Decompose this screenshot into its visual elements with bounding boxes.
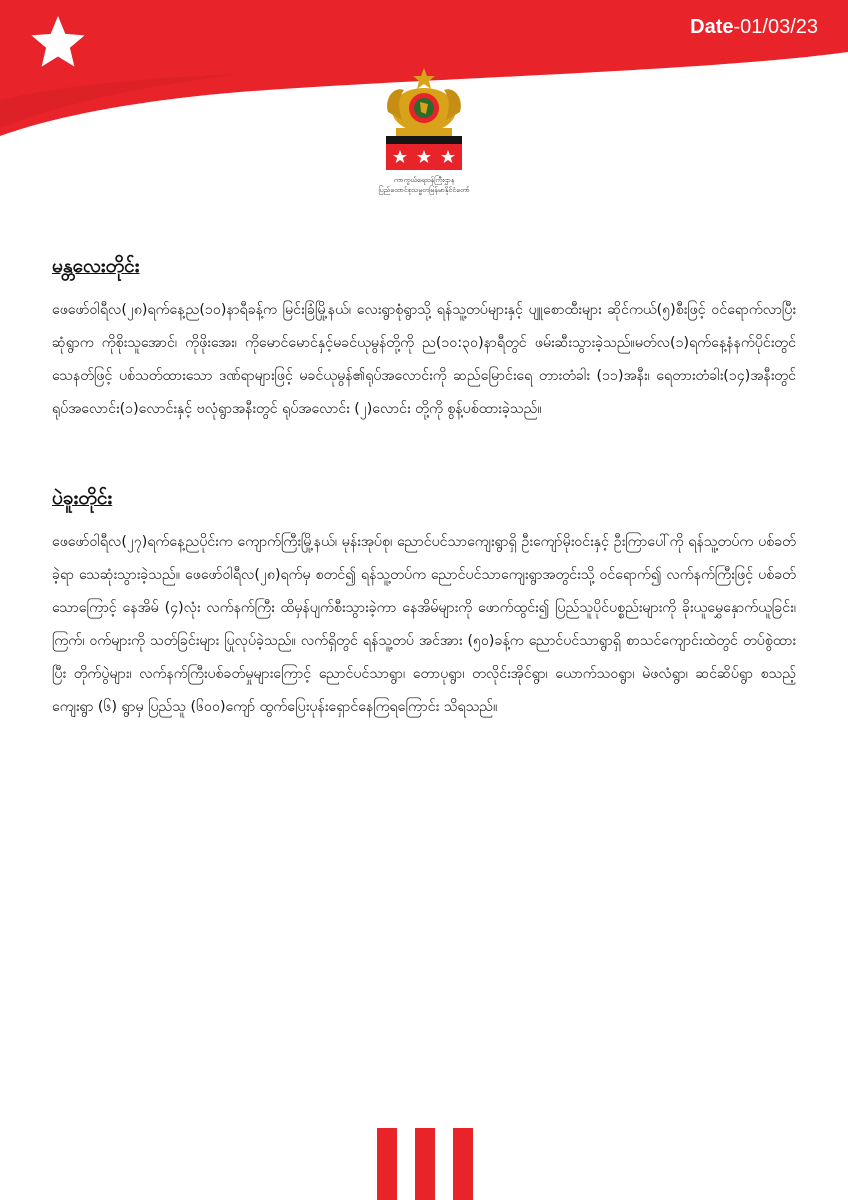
footer-bars-icon	[377, 1128, 473, 1200]
emblem-caption-bottom: ပြည်ထောင်စုသမ္မတမြန်မာနိုင်ငံတော်	[378, 186, 470, 194]
section-heading: မန္တလေးတိုင်း	[52, 255, 140, 277]
emblem-caption-top: ကာကွယ်ရေးဝန်ကြီးဌာန	[393, 176, 455, 184]
section-mandalay	[52, 252, 796, 426]
date-stamp	[690, 16, 818, 39]
section-paragraph: ဖေဖော်ဝါရီလ(၂၇)ရက်နေ့ညပိုင်းက ကျောက်ကြီးမြို့နယ်၊ မုန်းအုပ်စု၊ ညောင်ပင်သာကျေးရွာရှိ ဦးကျော်မိုးဝင်းနှင့် ဦးကြာပေါ်ကို ရန်သူ့တပ်က ပစ်ခတ်ခဲ့ရာ သေဆုံးသွားခဲ့သည်။ ဖေဖော်ဝါရီလ(၂၈)ရက်မှ စတင်၍ ရန်သူ့တပ်က ညောင်ပင်သာကျေးရွာအတွင်းသို့ ဝင်ရောက်၍ လက်နက်ကြီးဖြင့် ပစ်ခတ်သောကြောင့် နေအိမ် (၄)လုံး လက်နက်ကြီး ထိမှန်ပျက်စီးသွားခဲ့ကာ နေအိမ်များကို ဖောက်ထွင်း၍ ပြည်သူပိုင်ပစ္စည်းများကို ခိုးယူမွှေနှောက်ယူခြင်း၊ ကြက်၊ ဝက်များကို သတ်ခြင်းများ ပြုလုပ်ခဲ့သည်။ လက်ရှိတွင် ရန်သူ့တပ် အင်အား (၅၀)ခန့်က ညောင်ပင်သာရွာရှိ စာသင်ကျောင်းထဲတွင် တပ်စွဲထားပြီး တိုက်ပွဲများ၊ လက်နက်ကြီးပစ်ခတ်မှုများကြောင့် ညောင်ပင်သာရွာ၊ တောပုရွာ၊ တလိုင်းအိုင်ရွာ၊ ယောက်သဝရွာ၊ မဲဖလံရွာ၊ ဆင်ဆိပ်ရွာ စသည့် ကျေးရွာ (၆) ရွာမှ ပြည်သူ (၆၀၀)ကျော် ထွက်ပြေးပုန်းရှောင်နေကြရကြောင်း သိရသည်။	[52, 534, 796, 715]
date-label: Date	[690, 16, 734, 38]
section-bago	[52, 484, 796, 724]
section-heading: ပဲခူးတိုင်း	[52, 487, 113, 509]
section-paragraph: ဖေဖော်ဝါရီလ(၂၈)ရက်နေ့ည(၁၀)နာရီခန့်က မြင်းခြံမြို့နယ်၊ လေးရွာစုံရွာသို့ ရန်သူ့တပ်များနှင့် ပျူစောထီးများ ဆိုင်ကယ်(၅)စီးဖြင့် ဝင်ရောက်လာပြီး ဆုံရွာက ကိုစိုးသူအောင်၊ ကိုဖိုးအေး၊ ကိုမောင်မောင်နှင့်မခင်ယုမွန်တို့ကို ည(၁၀:၃၀)နာရီတွင် ဖမ်းဆီးသွားခဲ့သည်။မတ်လ(၁)ရက်နေ့နံနက်ပိုင်းတွင် သေနတ်ဖြင့် ပစ်သတ်ထားသော ဒဏ်ရာများဖြင့် မခင်ယုမွန်၏ရုပ်အလောင်းကို ဆည်မြောင်းရေ တားတံခါး (၁၁)အနီး၊ ရေတားတံခါး(၁၄)အနီးတွင် ရုပ်အလောင်း(၁)လောင်းနှင့် ဗလုံရွာအနီးတွင် ရုပ်အလောင်း (၂)လောင်း တို့ကို စွန့်ပစ်ထားခဲ့သည်။	[52, 302, 796, 417]
date-value: -01/03/23	[733, 16, 818, 38]
